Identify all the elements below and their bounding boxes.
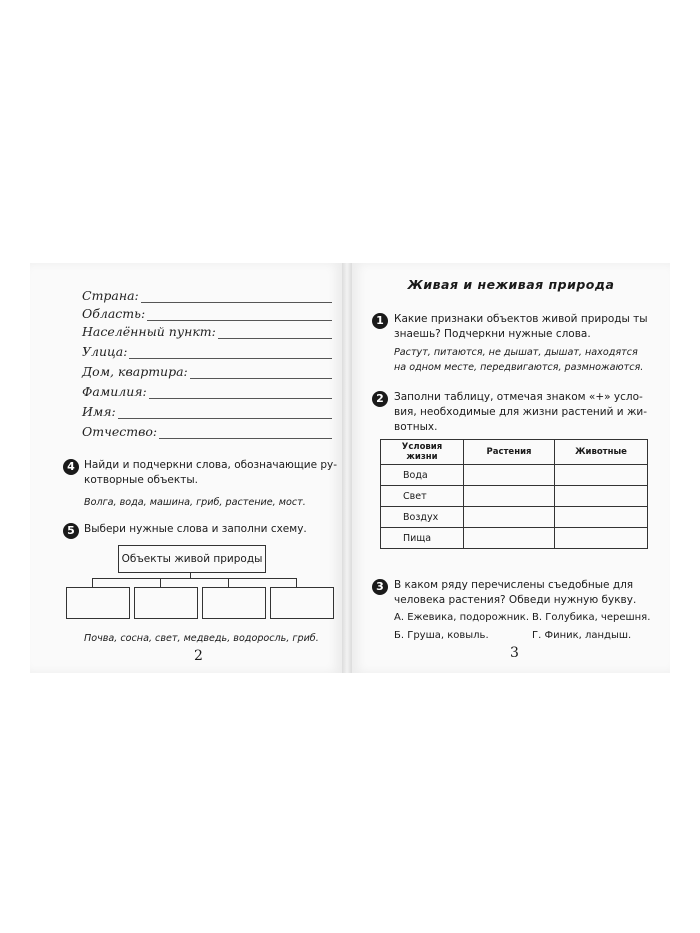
answer-option-b[interactable]: Б. Груша, ковыль. (394, 630, 489, 641)
scheme-connector (296, 578, 297, 587)
task-2-badge: 2 (372, 391, 388, 407)
form-label: Населённый пункт: (82, 324, 216, 339)
task-1-badge: 1 (372, 313, 388, 329)
task-4-line: котворные объекты. (84, 474, 198, 486)
task-2-line: Заполни таблицу, отмечая знаком «+» усло- (394, 391, 643, 403)
conditions-table (380, 439, 648, 549)
right-page (352, 263, 670, 673)
scheme-answer-box[interactable] (202, 587, 266, 619)
header-plants: Растения (464, 440, 555, 465)
task-3-line: человека растения? Обведи нужную букву. (394, 594, 637, 606)
plants-cell[interactable] (464, 486, 555, 507)
form-row-street (82, 341, 332, 361)
task-1-words-line: на одном месте, передвигаются, размножаются. (394, 362, 644, 373)
form-label: Страна: (82, 288, 139, 303)
scheme-connector (228, 578, 229, 587)
scheme-connector (160, 578, 161, 587)
task-3-badge: 3 (372, 579, 388, 595)
animals-cell[interactable] (555, 486, 648, 507)
page-title: Живая и неживая природа (407, 277, 615, 292)
header-conditions-line: Условия (401, 442, 443, 452)
task-2-text (394, 390, 664, 435)
animals-cell[interactable] (555, 507, 648, 528)
header-conditions (381, 440, 464, 465)
table-row (381, 486, 648, 507)
plants-cell[interactable] (464, 465, 555, 486)
scheme-title-box: Объекты живой природы (118, 545, 266, 573)
table-row (381, 507, 648, 528)
task-5-badge: 5 (63, 523, 79, 539)
form-row-region (82, 303, 332, 323)
task-2-line: вотных. (394, 421, 438, 433)
scheme-connector (92, 578, 93, 587)
task-1-line: знаешь? Подчеркни нужные слова. (394, 328, 591, 340)
task-5-words: Почва, сосна, свет, медведь, водоросль, гриб. (84, 633, 319, 644)
task-4-text (84, 458, 340, 488)
form-label: Улица: (82, 344, 128, 359)
answer-option-v[interactable]: В. Голубика, черешня. (532, 612, 651, 623)
form-row-name (82, 401, 332, 421)
left-page (30, 263, 342, 673)
form-label: Отчество: (82, 424, 158, 439)
task-2-line: вия, необходимые для жизни растений и жи- (394, 406, 648, 418)
task-3-text (394, 578, 664, 608)
task-1-line: Какие признаки объектов живой природы ты (394, 313, 648, 325)
scheme-answer-box[interactable] (134, 587, 198, 619)
header-conditions-line: жизни (406, 452, 438, 462)
row-label: Воздух (381, 507, 464, 528)
answer-option-g[interactable]: Г. Финик, ландыш. (532, 630, 632, 641)
scheme-connector (92, 578, 296, 579)
plants-cell[interactable] (464, 528, 555, 549)
table-row (381, 465, 648, 486)
row-label: Пища (381, 528, 464, 549)
plants-cell[interactable] (464, 507, 555, 528)
form-label: Область: (82, 306, 146, 321)
form-row-country (82, 285, 332, 305)
form-label: Имя: (82, 404, 116, 419)
task-4-badge: 4 (63, 459, 79, 475)
workbook-spread (30, 263, 670, 673)
table-header-row (381, 440, 648, 465)
task-3-line: В каком ряду перечислены съедобные для (394, 579, 634, 591)
book-spine (342, 263, 352, 673)
form-row-patronymic (82, 421, 332, 441)
scheme-answer-box[interactable] (270, 587, 334, 619)
header-animals: Животные (555, 440, 648, 465)
animals-cell[interactable] (555, 528, 648, 549)
page-number: 2 (194, 648, 203, 664)
animals-cell[interactable] (555, 465, 648, 486)
form-row-house (82, 361, 332, 381)
form-line (82, 418, 332, 419)
scheme-answer-box[interactable] (66, 587, 130, 619)
task-4-words: Волга, вода, машина, гриб, растение, мост. (84, 497, 306, 508)
task-1-text (394, 312, 664, 342)
task-1-words-line: Растут, питаются, не дышат, дышат, находятся (394, 347, 638, 358)
task-5-text: Выбери нужные слова и заполни схему. (84, 523, 307, 535)
answer-option-a[interactable]: А. Ежевика, подорожник. (394, 612, 530, 623)
task-1-words (394, 345, 664, 375)
form-label: Фамилия: (82, 384, 147, 399)
form-label: Дом, квартира: (82, 364, 188, 379)
task-4-line: Найди и подчеркни слова, обозначающие ру- (84, 459, 338, 471)
page-number: 3 (510, 645, 519, 661)
table-row (381, 528, 648, 549)
form-row-surname (82, 381, 332, 401)
row-label: Свет (381, 486, 464, 507)
form-row-settlement (82, 321, 332, 341)
row-label: Вода (381, 465, 464, 486)
